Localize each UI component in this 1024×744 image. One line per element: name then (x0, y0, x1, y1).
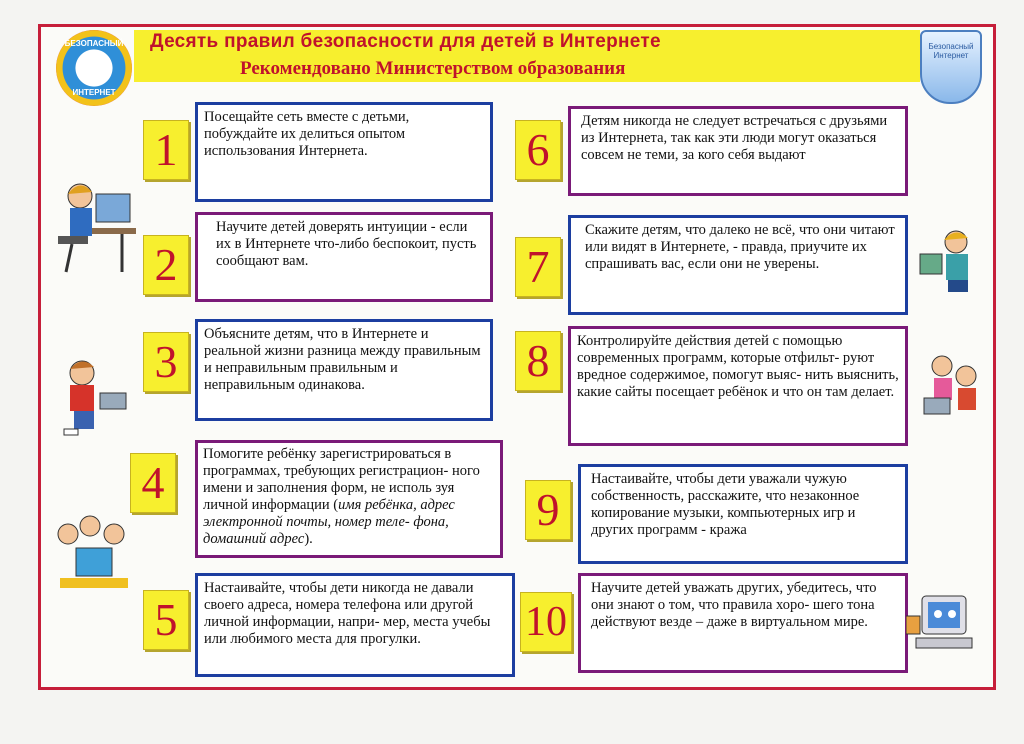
rule-text-7: Скажите детям, что далеко не всё, что они читают или видят в Интернете, - правда, приучите их спрашивать вас, если они не уверены. (585, 222, 895, 272)
logo-top-text: БЕЗОПАСНЫЙ (64, 39, 124, 48)
shield-text: Безопасный Интернет (928, 42, 974, 60)
page-title: Десять правил безопасности для детей в Интернете (150, 31, 661, 52)
rule-text-4-end: ). (304, 531, 313, 547)
rule-number-6: 6 (515, 120, 561, 180)
rule-text-9: Настаивайте, чтобы дети уважали чужую собственность, расскажите, что незаконное копирование музыки, компьютерных игр и других программ - кража (591, 471, 860, 538)
rule-text-8: Контролируйте действия детей с помощью современных программ, которые отфильт- руют вредное содержимое, помогут выяс- нить выяснить, какие сайты посещает ребёнок и что он там делает. (577, 333, 899, 400)
rule-text-5: Настаивайте, чтобы дети никогда не давали своего адреса, номера телефона или другой личной информации, напри- мер, места учебы или любимого места для прогулки. (204, 580, 491, 647)
shield-logo (920, 30, 982, 104)
rule-number-9: 9 (525, 480, 571, 540)
girl-at-computer-illustration (918, 226, 982, 296)
rule-box-1 (195, 102, 493, 202)
rule-number-8: 8 (515, 331, 561, 391)
rule-number-10: 10 (520, 592, 572, 652)
rule-number-7: 7 (515, 237, 561, 297)
rule-text-10: Научите детей уважать других, убедитесь, что они знают о том, что правила хоро- шего тона действуют везде – даже в виртуальном мире. (591, 580, 877, 630)
group-of-children-illustration (54, 514, 134, 600)
rule-text-3: Объясните детям, что в Интернете и реальной жизни разница между правильным и неправильным правильным и неправильным одинакова. (204, 326, 481, 393)
rule-number-4: 4 (130, 453, 176, 513)
rule-text-4: Помогите ребёнку зарегистрироваться в программах, требующих регистрацион- ного имени и заполнения форм, не исполь зуя личной информации ( (203, 446, 480, 513)
cartoon-computer-character-illustration (906, 588, 984, 664)
rule-number-2: 2 (143, 235, 189, 295)
rule-box-4 (195, 440, 503, 558)
logo-bottom-text: ИНТЕРНЕТ (72, 88, 116, 97)
rule-box-5 (195, 573, 515, 677)
rule-text-6: Детям никогда не следует встречаться с друзьями из Интернета, так как эти люди могут оказаться совсем не теми, за кого себя выдают (581, 113, 888, 163)
rule-number-1: 1 (143, 120, 189, 180)
rule-box-2 (195, 212, 493, 302)
boy-with-laptop-illustration (56, 355, 132, 439)
rule-number-3: 3 (143, 332, 189, 392)
page-subtitle: Рекомендовано Министерством образования (240, 58, 626, 79)
rule-text-1: Посещайте сеть вместе с детьми, побуждайте их делиться опытом использования Интернета. (204, 109, 410, 159)
rule-box-10 (578, 573, 908, 673)
rule-box-6 (568, 106, 908, 196)
rule-text-2: Научите детей доверять интуиции - если их в Интернете что-либо беспокоит, пусть сообщают вам. (216, 219, 477, 269)
kids-with-laptop-illustration (920, 352, 984, 424)
rule-number-5: 5 (143, 590, 189, 650)
rule-text-4-italic: имя ребёнка, адрес электронной почты, номер теле- фона, домашний адрес (203, 497, 455, 547)
rule-box-7 (568, 215, 908, 315)
child-at-computer-illustration (52, 176, 138, 276)
safe-internet-logo (56, 30, 132, 106)
rule-box-8 (568, 326, 908, 446)
rule-box-9 (578, 464, 908, 564)
rule-box-3 (195, 319, 493, 421)
